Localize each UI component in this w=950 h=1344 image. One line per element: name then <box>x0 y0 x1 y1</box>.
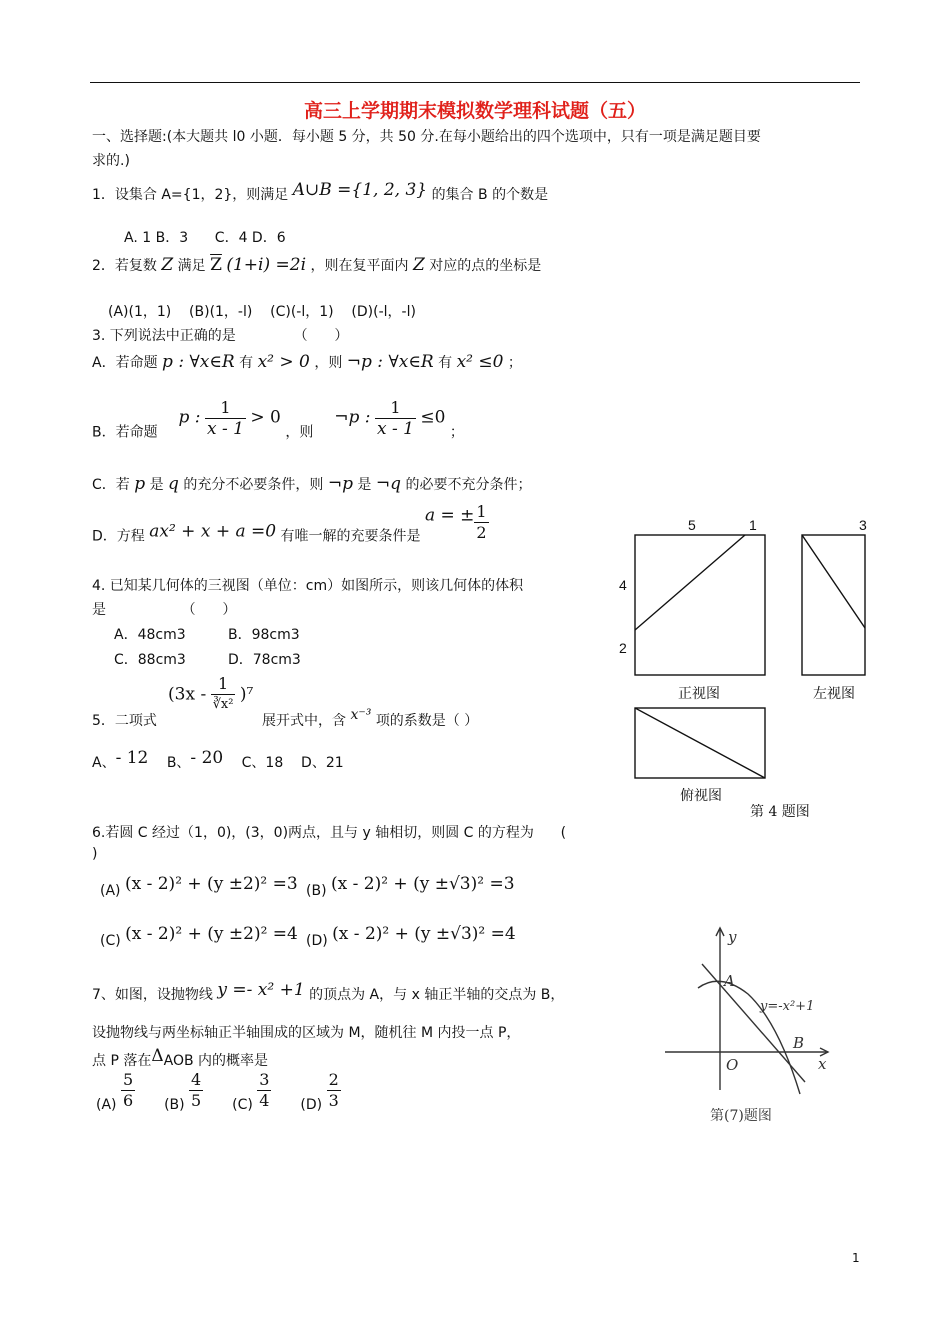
figure-7-caption: 第(7)题图 <box>710 1108 772 1124</box>
curve-label: y=-x²+1 <box>760 999 815 1014</box>
y-axis-label: y <box>728 928 737 946</box>
page-number: 1 <box>852 1251 860 1265</box>
top-view-diagonal <box>635 708 765 778</box>
front-view-caption: 正视图 <box>678 686 720 702</box>
q5-options: A、- 12 B、- 20 C、18 D、21 <box>92 748 344 771</box>
dim-label-2: 2 <box>619 640 627 656</box>
dim-label-4: 4 <box>619 577 627 593</box>
q7-line3: 点 P 落在ΔAOB 内的概率是 <box>92 1046 269 1069</box>
figure-4-caption: 第 4 题图 <box>750 804 810 820</box>
page-title: 高三上学期期末模拟数学理科试题（五） <box>303 100 646 122</box>
question-2: 2．若复数 Z 满足 $\overline{Z}$ (1+i) =2i ，则在复平面内 Z 对应的点的坐标是 <box>92 255 542 275</box>
figure-7-parabola <box>660 922 840 1132</box>
chord-ab <box>702 964 805 1082</box>
q2-options: (A)(1，1) (B)(1，-l) (C)(-l，1) (D)(-l，-l) <box>108 304 416 320</box>
q6-line1: 6.若圆 C 经过（1，0)，(3，0)两点，且与 y 轴相切，则圆 C 的方程为 ( <box>92 825 567 841</box>
q7-option-c: (C) $\frac{3}{4}$ <box>232 1070 270 1113</box>
q7-option-b: (B) $\frac{4}{5}$ <box>164 1070 202 1113</box>
q4-option-c: C．88cm3 <box>114 652 186 668</box>
z-conjugate: $\overline{Z}$ <box>210 255 222 275</box>
q7-line2: 设抛物线与两坐标轴正半轴围成的区域为 M，随机往 M 内投一点 P， <box>92 1025 521 1041</box>
q6-option-b: (B) (x - 2)² + (y ±√3)² =3 <box>306 874 515 899</box>
q1-options: A. 1 B．3 C．4 D．6 <box>124 230 286 246</box>
q4-option-a: A．48cm3 <box>114 627 186 643</box>
point-a-label: A <box>724 972 735 990</box>
dim-label-3: 3 <box>859 517 867 533</box>
question-1: 1．设集合 A={1，2}，则满足 A∪B ={1, 2, 3} 的集合 B 的个数是 <box>92 180 549 203</box>
q5-expression: (3x - $\frac{1}{\text{∛x²}}$ )⁷ <box>168 674 254 712</box>
dim-label-5: 5 <box>688 517 696 533</box>
q2-equation: (1+i) =2i <box>226 255 307 275</box>
q3-option-c: C．若 p 是 q 的充分不必要条件，则 ¬p 是 ¬q 的必要不充分条件； <box>92 474 532 494</box>
q1-set-expr: A∪B ={1, 2, 3} <box>292 180 428 200</box>
side-view-rect <box>802 535 865 675</box>
q7-option-a: (A) $\frac{5}{6}$ <box>96 1070 134 1113</box>
front-view-rect <box>635 535 765 675</box>
point-b-label: B <box>793 1034 805 1052</box>
q4-line2: 是 （ ） <box>92 602 237 618</box>
figure-4-three-views <box>600 510 890 830</box>
q5-text: 展开式中，含 x⁻³ 项的系数是（ ） <box>262 707 479 729</box>
intro-line2: 求的.) <box>92 153 130 169</box>
q7-line1: 7、如图，设抛物线 y =- x² +1 的顶点为 A，与 x 轴正半轴的交点为 B， <box>92 980 565 1003</box>
q4-line1: 4. 已知某几何体的三视图（单位：cm）如图所示，则该几何体的体积 <box>92 578 524 594</box>
q3-option-a: A．若命题 p : ∀x∈R 有 x² > 0 ，则 ¬p : ∀x∈R 有 x² ≤0 ； <box>92 352 522 372</box>
side-view-caption: 左视图 <box>813 686 855 702</box>
q6-option-a: (A) (x - 2)² + (y ±2)² =3 <box>100 874 298 899</box>
top-view-caption: 俯视图 <box>680 788 722 804</box>
front-view-diagonal <box>635 535 745 630</box>
x-axis-label: x <box>818 1055 827 1073</box>
q4-option-b: B．98cm3 <box>228 627 300 643</box>
q6-line2: ) <box>92 846 98 862</box>
q7-option-d: (D) $\frac{2}{3}$ <box>300 1070 339 1113</box>
q3-option-d: D．方程 ax² + x + a =0 有唯一解的充要条件是 a = ± $\frac{1}{2}$ <box>92 502 487 545</box>
intro-line1: 一、选择题:(本大题共 l0 小题．每小题 5 分，共 50 分.在每小题给出的四个选项中，只有一项是满足题目要 <box>92 129 761 145</box>
q6-option-c: (C) (x - 2)² + (y ±2)² =4 <box>100 924 298 949</box>
origin-label: O <box>726 1056 739 1074</box>
dim-label-1: 1 <box>749 517 757 533</box>
q6-option-d: (D) (x - 2)² + (y ±√3)² =4 <box>306 924 516 949</box>
q4-option-d: D．78cm3 <box>228 652 301 668</box>
header-rule <box>90 82 860 83</box>
q7-options <box>96 1070 341 1113</box>
q3-stem: 3. 下列说法中正确的是 （ ） <box>92 328 349 344</box>
q5-label: 5．二项式 <box>92 713 157 729</box>
q3-option-b: B．若命题 p : $\frac{1}{x - 1}$ > 0 ，则 ¬p : $\frac{1}{x - 1}$ ≤0 ； <box>92 398 464 441</box>
side-view-diagonal <box>802 535 865 628</box>
